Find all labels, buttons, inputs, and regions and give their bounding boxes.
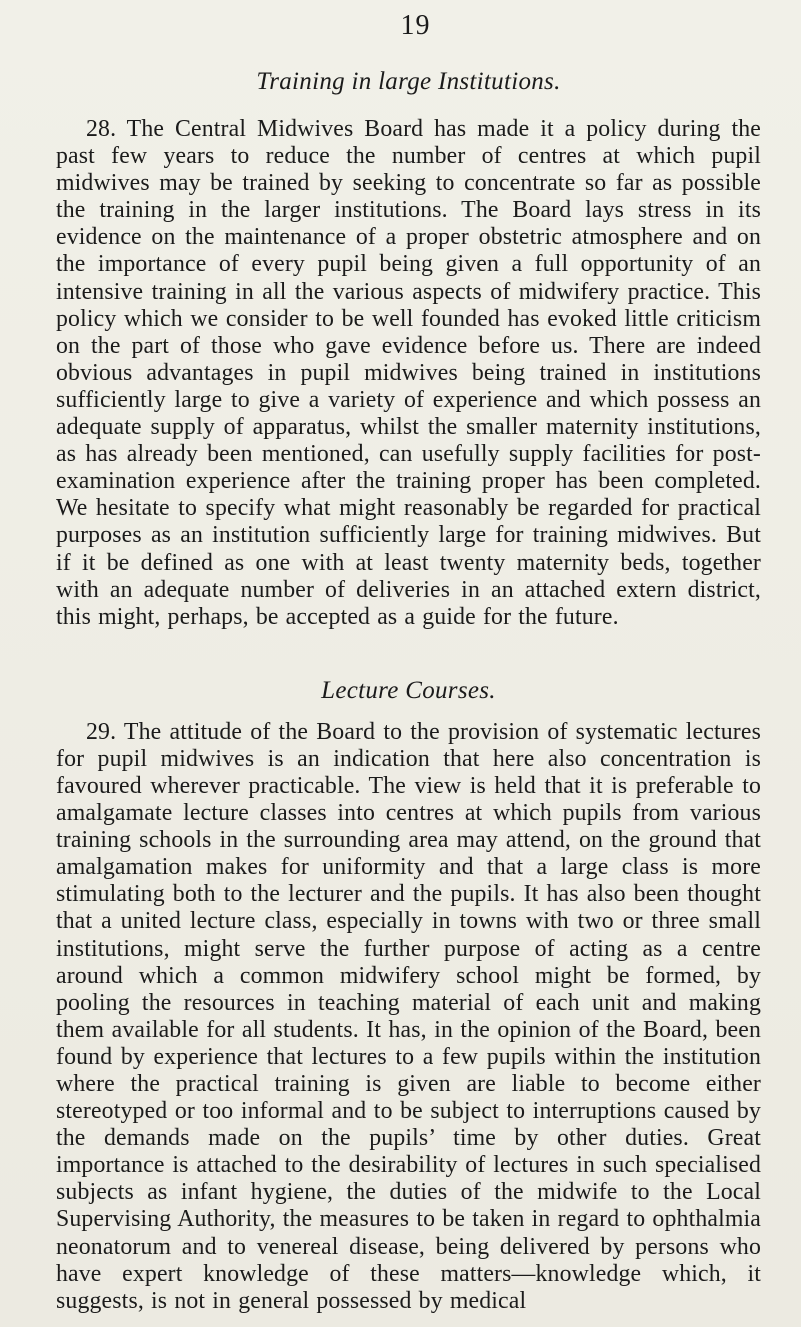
section-heading-training: Training in large Institutions. <box>256 68 561 95</box>
paragraph-29: 29. The attitude of the Board to the provision of systematic lectures for pupil midwives is an indication that here also concentration is favoured wherever practicable. The view is held that it is preferable to amalgamate lecture classes into centres at which pupils from various training schools in the surrounding area may attend, on the ground that amalgamation makes for uniformity and that a large class is more stimulating both to the lecturer and the pupils. It has also been thought that a united lecture class, especially in towns with two or three small institutions, might serve the further purpose of acting as a centre around which a common midwifery school might be formed, by pooling the resources in teaching material of each unit and making them available for all students. It has, in the opinion of the Board, been found by experience that lectures to a few pupils within the institution where the practical training is given are liable to become either stereotyped or too informal and to be subject to interruptions caused by the demands made on the pupils’ time by other duties. Great importance is attached to the desirability of lectures in such specialised subjects as infant hygiene, the duties of the midwife to the Local Supervising Authority, the measures to be taken in regard to ophthalmia neonatorum and to venereal disease, being delivered by persons who have expert knowledge of these matters—knowledge which, it suggests, is not in general possessed by medical <box>56 718 761 1314</box>
paragraph-28: 28. The Central Midwives Board has made it a policy during the past few years to reduce the number of centres at which pupil midwives may be trained by seeking to concentrate so far as possible the training in the larger institutions. The Board lays stress in its evidence on the maintenance of a proper obstetric atmosphere and on the importance of every pupil being given a full opportunity of an intensive training in all the various aspects of midwifery practice. This policy which we consider to be well founded has evoked little criticism on the part of those who gave evidence before us. There are indeed obvious advantages in pupil midwives being trained in institutions sufficiently large to give a variety of experience and which possess an adequate supply of apparatus, whilst the smaller maternity institutions, as has already been mentioned, can usefully supply facilities for post-examination experience after the training proper has been completed. We hesitate to specify what might reasonably be regarded for practical purposes as an institution sufficiently large for training midwives. But if it be defined as one with at least twenty maternity beds, together with an adequate number of deliveries in an attached extern district, this might, perhaps, be accepted as a guide for the future. <box>56 116 761 630</box>
page-number: 19 <box>400 10 431 41</box>
section-heading-lecture-courses: Lecture Courses. <box>321 676 496 704</box>
